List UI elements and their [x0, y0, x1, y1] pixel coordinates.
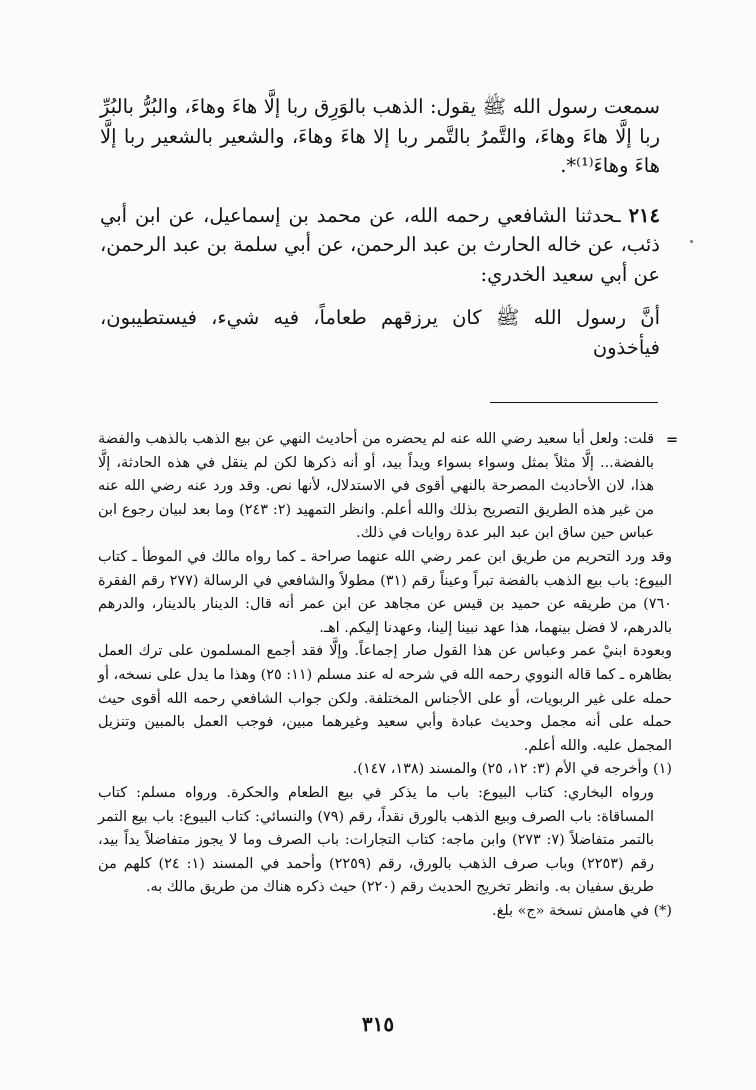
footnote-star-text: في هامش نسخة «ج» بلغ. — [492, 902, 649, 919]
hadith-214-chain — [100, 201, 660, 290]
footnote-star — [98, 900, 672, 924]
footnote-para-1: قلت: ولعل أبا سعيد رضي الله عنه لم يحضره من أحاديث النهي عن بيع الذهب بالذهب والفضة بالفضة... إلَّا مثلاً بمثل وسواء بسواء ويداً بيد، أو أنه ذكرها لكن لم ينقل في هذه الحادثة، إلَّا هذا، لان الأحاديث المصرحة بالنهي أقوى في الاستدلال، لأنها نص. وقد ورد عنه رضي الله عنه من غير هذه الطريق التصريح بذلك والله أعلم. وانظر التمهيد (٢: ٢٤٣) وما بعد لبيان رجوع ابن عباس حين ساق ابن عبد البر عدة روايات في ذلك. — [98, 431, 654, 542]
hadith-number: ٢١٤ — [628, 203, 660, 227]
footnote-separator-line — [490, 402, 658, 403]
footnote-star-label: (*) — [653, 902, 672, 919]
continuation-mark: = — [665, 431, 678, 448]
footnote-1 — [98, 758, 672, 782]
page-number: ٣١٥ — [361, 1012, 395, 1036]
hadith-separator: ـ — [614, 203, 629, 227]
main-text — [100, 92, 660, 362]
footnote-para-2: وقد ورد التحريم من طريق ابن عمر رضي الله عنهما صراحة ـ كما رواه مالك في الموطأ ـ كتاب البيوع: باب بيع الذهب بالفضة تبراً وعيناً رقم (٣١) مطولاً والشافعي في الرسالة (٢٧٧ رقم الفقرة ٧٦٠) من طريقه عن حميد بن قيس عن مجاهد عن ابن عمر أنه قال: الدينار بالدينار، والدرهم بالدرهم، لا فضل بينهما، هذا عهد نبينا إلينا، وعهدنا إليكم. اهـ. — [98, 548, 672, 636]
footnote-1-continued: ورواه البخاري: كتاب البيوع: باب ما يذكر في بيع الطعام والحكرة. ورواه مسلم: كتاب المساقاة: باب الصرف وبيع الذهب بالورق نقداً، رقم (٧٩) والنسائي: كتاب البيوع: باب بيع التمر بالتمر متفاضلاً (٧: ٢٧٣) وابن ماجه: كتاب التجارات: باب الصرف وما لا يجوز متفاضلاً يداً بيد، رقم (٢٢٥٣) وباب صرف الذهب بالورق، رقم (٢٢٥٩) وأحمد في المسند (١: ٢٤) كلهم من طريق سفيان به. وانظر تخريج الحديث رقم (٢٢٠) حيث ذكره هناك من طريق مالك به. — [98, 784, 654, 896]
scan-speck — [690, 240, 693, 243]
footnotes — [98, 428, 678, 923]
hadith-213-ending: سمعت رسول الله ﷺ يقول: الذهب بالوَرِق ربا إلَّا هاءَ وهاءَ، والبُرُّ بالبُرِّ ربا إلَّا هاءَ وهاءَ، والتَّمرُ بالتَّمر ربا إلا هاءَ وهاءَ، والشعير بالشعير ربا إلَّا هاءَ وهاءَ⁽¹⁾*. — [100, 95, 660, 177]
footnote-1-label: (١) — [653, 761, 672, 778]
hadith-isnad: حدثنا الشافعي رحمه الله، عن محمد بن إسماعيل، عن ابن أبي ذئب، عن خاله الحارث بن عبد الرحمن، عن أبي سلمة بن عبد الرحمن، عن أبي سعيد الخدري: — [100, 203, 660, 286]
footnote-1-text: وأخرجه في الأم (٣: ١٢، ٢٥) والمسند (١٣٨، ١٤٧). — [352, 761, 649, 778]
footnote-continuation — [98, 428, 678, 546]
hadith-214-text: أنَّ رسول الله ﷺ كان يرزقهم طعاماً، فيه شيء، فيستطيبون، فيأخذون — [100, 306, 660, 359]
footnote-para-3: وبعودة ابنيْ عمر وعباس عن هذا القول صار إجماعاً. وإلَّا فقد أجمع المسلمون على ترك العمل بظاهره ـ كما قاله النووي رحمه الله في شرحه له عند مسلم (١١: ٢٥) وهذا ما يدل على نسخه، أو حمله على غير الربويات، أو على الأجناس المختلفة. ولكن جواب الشافعي رحمه الله أقوى حيث حمله على أنه مجمل وحديث عبادة وأبي سعيد وغيرهما مبين، فوجب العمل بالمبين وتنزيل المجمل عليه. والله أعلم. — [98, 643, 672, 754]
